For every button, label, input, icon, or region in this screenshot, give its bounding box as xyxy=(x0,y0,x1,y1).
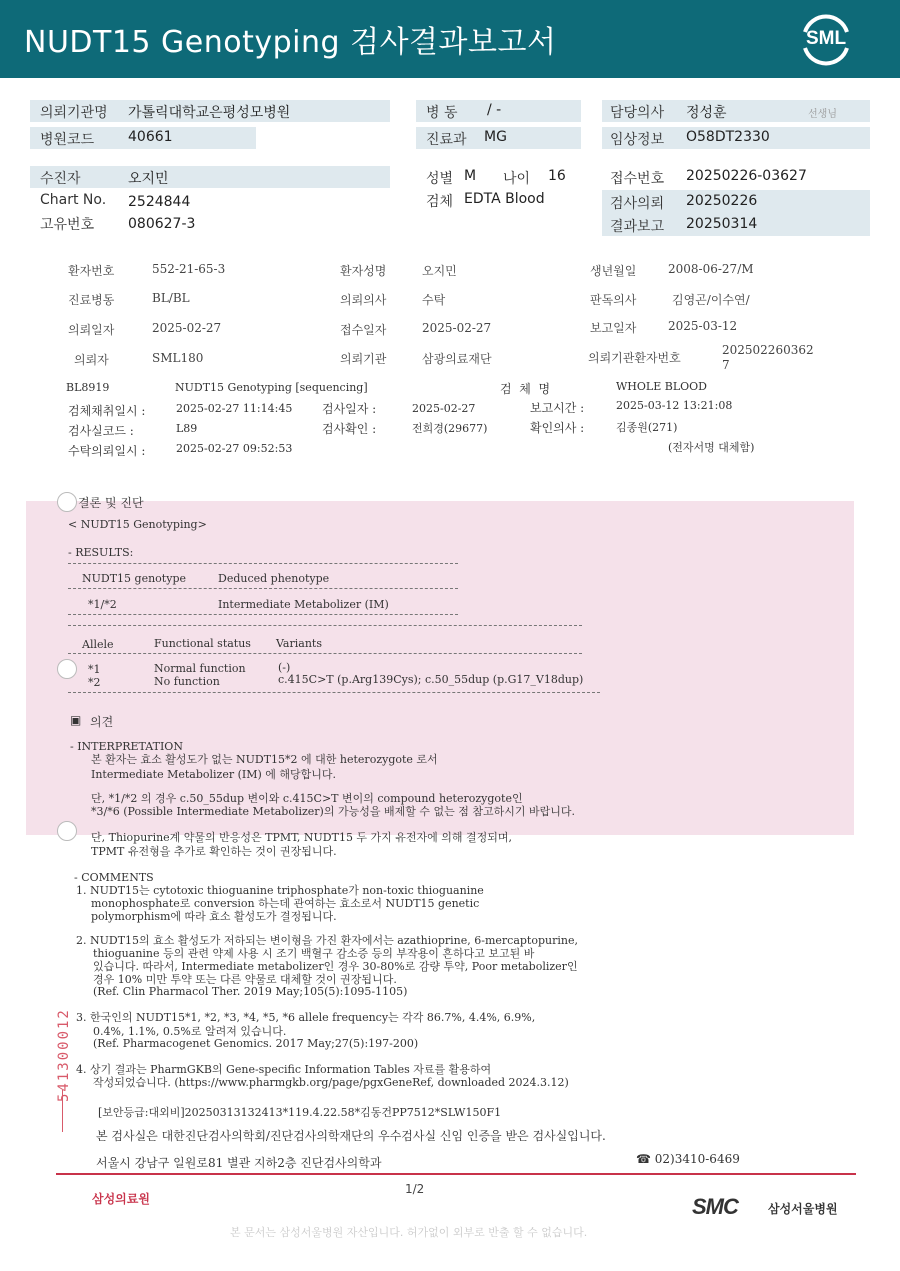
detail-value: 7 xyxy=(722,358,730,372)
allele-variant: (-) xyxy=(278,661,291,674)
section-heading: 의견 xyxy=(90,715,114,729)
test-name: NUDT15 Genotyping [sequencing] xyxy=(175,381,368,394)
comment-line: thioguanine 등의 관련 약제 사용 시 조기 백혈구 감소증 등의 부작용이 흔하다고 보고된 바 xyxy=(93,947,535,960)
th-allele: Allele xyxy=(82,638,114,651)
divider xyxy=(68,588,458,589)
confidential-notice: 본 문서는 삼성서울병원 자산입니다. 허가없이 외부로 반출 할 수 없습니다. xyxy=(230,1226,588,1239)
interpretation-line: Intermediate Metabolizer (IM) 에 해당합니다. xyxy=(91,768,337,781)
detail-value: BL/BL xyxy=(152,291,190,305)
comments-label: - COMMENTS xyxy=(74,871,154,884)
allele-function: Normal function xyxy=(154,662,246,675)
chart-no-value: 2524844 xyxy=(128,194,191,210)
comment-line: 3. 한국인의 NUDT15*1, *2, *3, *4, *5, *6 allele frequency는 각각 86.7%, 4.4%, 6.9%, xyxy=(76,1011,536,1024)
detail-value: SML180 xyxy=(152,351,204,365)
detail-label: 생년월일 xyxy=(590,264,637,278)
test-label: 수탁의뢰일시 : xyxy=(68,444,146,458)
report-date-value: 20250314 xyxy=(686,216,758,232)
test-label: 검체채취일시 : xyxy=(68,404,146,418)
institution-value: 가톨릭대학교은평성모병원 xyxy=(128,105,291,121)
age-label: 나이 xyxy=(503,171,531,187)
interpretation-label: - INTERPRETATION xyxy=(70,740,183,753)
genotype-value: *1/*2 xyxy=(88,598,117,611)
th-variants: Variants xyxy=(276,637,322,650)
doctor-suffix: 선생님 xyxy=(808,109,837,120)
hospital-code-value: 40661 xyxy=(128,129,173,145)
punch-hole xyxy=(57,659,77,679)
smc-logo: SMC xyxy=(692,1194,738,1219)
test-value: 전희경(29677) xyxy=(412,422,488,435)
footer-divider xyxy=(56,1173,856,1175)
certification-note: 본 검사실은 대한진단검사의학회/진단검사의학재단의 우수검사실 신임 인증을 받은 검사실입니다. xyxy=(96,1129,606,1143)
header-banner xyxy=(0,0,900,78)
detail-label: 환자번호 xyxy=(68,264,115,278)
comment-line: (Ref. Pharmacogenet Genomics. 2017 May;27(5):197-200) xyxy=(93,1037,419,1050)
comment-line: 있습니다. 따라서, Intermediate metabolizer인 경우 30-80%로 감량 투약, Poor metabolizer인 xyxy=(93,960,578,973)
divider xyxy=(68,653,582,654)
hospital-code-label: 병원코드 xyxy=(40,132,95,148)
interpretation-line: *3/*6 (Possible Intermediate Metabolizer)의 가능성을 배제할 수 없는 점 참고하시기 바랍니다. xyxy=(91,805,575,818)
comment-line: 2. NUDT15의 효소 활성도가 저하되는 변이형을 가진 환자에서는 azathioprine, 6-mercaptopurine, xyxy=(76,934,578,947)
phenotype-value: Intermediate Metabolizer (IM) xyxy=(218,598,389,611)
lab-phone: ☎ 02)3410-6469 xyxy=(636,1152,740,1166)
patient-label: 수진자 xyxy=(40,171,81,187)
request-date-value: 20250226 xyxy=(686,193,758,209)
detail-label: 판독의사 xyxy=(590,293,637,307)
specimen-value: EDTA Blood xyxy=(464,191,545,207)
comment-line: polymorphism에 따라 효소 활성도가 결정됩니다. xyxy=(91,910,337,923)
patient-value: 오지민 xyxy=(128,171,169,187)
divider xyxy=(68,563,458,564)
sex-value: M xyxy=(464,168,477,184)
test-label: 확인의사 : xyxy=(530,421,585,435)
allele-variant: c.415C>T (p.Arg139Cys); c.50_55dup (p.G17_V18dup) xyxy=(278,673,584,686)
interpretation-line: 단, Thiopurine계 약물의 반응성은 TPMT, NUDT15 두 가지 유전자에 의해 결정되며, xyxy=(91,831,513,844)
report-title: NUDT15 Genotyping 검사결과보고서 xyxy=(24,25,557,60)
detail-label: 의뢰자 xyxy=(74,353,109,367)
allele-name: *2 xyxy=(88,676,101,689)
esign-note: (전자서명 대체함) xyxy=(668,441,755,454)
test-value: 2025-02-27 09:52:53 xyxy=(176,442,293,455)
detail-value: 김영곤/이수연/ xyxy=(672,293,750,307)
doctor-value: 정성훈 xyxy=(686,105,727,121)
detail-label: 의뢰기관 xyxy=(340,352,387,366)
divider xyxy=(68,625,582,626)
receipt-no-label: 접수번호 xyxy=(610,171,665,187)
test-value: 2025-02-27 xyxy=(412,402,476,415)
report-highlight xyxy=(26,501,854,835)
test-value: 2025-03-12 13:21:08 xyxy=(616,399,733,412)
department-label: 진료과 xyxy=(426,132,467,148)
sml-logo-text: SML xyxy=(805,28,847,49)
detail-label: 의뢰기관환자번호 xyxy=(588,351,681,365)
comment-line: (Ref. Clin Pharmacol Ther. 2019 May;105(5):1095-1105) xyxy=(93,985,408,998)
sex-label: 성별 xyxy=(426,171,454,187)
comment-line: 4. 상기 결과는 PharmGKB의 Gene-specific Information Tables 자료를 활용하여 xyxy=(76,1063,492,1076)
detail-label: 보고일자 xyxy=(590,321,637,335)
comment-line: 1. NUDT15는 cytotoxic thioguanine triphosphate가 non-toxic thioguanine xyxy=(76,884,484,897)
th-genotype: NUDT15 genotype xyxy=(82,572,186,585)
comment-line: monophosphate로 conversion 하는데 관여하는 효소로서 NUDT15 genetic xyxy=(91,897,480,910)
test-label: 검사확인 : xyxy=(322,422,377,436)
test-value: 김종원(271) xyxy=(616,421,678,434)
th-phenotype: Deduced phenotype xyxy=(218,572,330,585)
allele-name: *1 xyxy=(88,663,101,676)
divider xyxy=(68,614,458,615)
th-functional-status: Functional status xyxy=(154,637,251,650)
detail-label: 환자성명 xyxy=(340,264,387,278)
unique-no-label: 고유번호 xyxy=(40,217,95,233)
doctor-label: 담당의사 xyxy=(610,105,665,121)
detail-label: 의뢰의사 xyxy=(340,293,387,307)
punch-hole xyxy=(57,821,77,841)
detail-value: 오지민 xyxy=(422,264,457,278)
sml-logo xyxy=(797,12,855,66)
report-test-title: < NUDT15 Genotyping> xyxy=(68,518,207,531)
clinical-info-value: O58DT2330 xyxy=(686,129,770,145)
clinical-info-label: 임상정보 xyxy=(610,132,665,148)
test-label: 검사실코드 : xyxy=(68,424,134,438)
test-value: 2025-02-27 11:14:45 xyxy=(176,402,293,415)
detail-label: 접수일자 xyxy=(340,323,387,337)
detail-value: 삼광의료재단 xyxy=(422,352,492,366)
detail-value: 2025-02-27 xyxy=(422,321,492,335)
org-right-logo: 삼성서울병원 xyxy=(768,1202,838,1216)
department-value: MG xyxy=(484,129,507,145)
results-label: - RESULTS: xyxy=(68,546,134,559)
interpretation-line: 단, *1/*2 의 경우 c.50_55dup 변이와 c.415C>T 변이의 compound heterozygote인 xyxy=(91,792,523,805)
detail-value: 552-21-65-3 xyxy=(152,262,226,276)
test-label: 검사일자 : xyxy=(322,402,377,416)
detail-value: 2025-02-27 xyxy=(152,321,222,335)
side-line xyxy=(62,1090,63,1132)
ward-value: / - xyxy=(487,102,502,118)
receipt-no-value: 20250226-03627 xyxy=(686,168,807,184)
unique-no-value: 080627-3 xyxy=(128,216,196,232)
age-value: 16 xyxy=(548,168,566,184)
divider xyxy=(68,692,600,693)
detail-value: 2008-06-27/M xyxy=(668,262,754,276)
detail-label: 의뢰일자 xyxy=(68,323,115,337)
detail-value: 202502260362 xyxy=(722,343,814,357)
request-date-label: 검사의뢰 xyxy=(610,196,665,212)
detail-label: 진료병동 xyxy=(68,293,115,307)
punch-hole xyxy=(57,492,77,512)
chart-no-label: Chart No. xyxy=(40,192,107,208)
test-value: L89 xyxy=(176,422,198,435)
security-line: [보안등급:대외비]20250313132413*119.4.22.58*김동건PP7512*SLW150F1 xyxy=(98,1106,502,1119)
detail-value: 수탁 xyxy=(422,293,446,307)
comment-line: 작성되었습니다. (https://www.pharmgkb.org/page/pgxGeneRef, downloaded 2024.3.12) xyxy=(93,1076,569,1089)
comment-line: 경우 10% 미만 투약 또는 다른 약물로 대체할 것이 권장됩니다. xyxy=(93,973,397,986)
test-label: 보고시간 : xyxy=(530,401,585,415)
report-date-label: 결과보고 xyxy=(610,219,665,235)
page-number: 1/2 xyxy=(405,1182,425,1196)
test-code: BL8919 xyxy=(66,381,110,394)
summary-bar xyxy=(30,166,390,188)
detail-value: 2025-03-12 xyxy=(668,319,738,333)
opinion-icon: ▣ xyxy=(70,713,82,727)
section-heading: 결론 및 진단 xyxy=(78,496,144,510)
ward-label: 병 동 xyxy=(426,105,458,121)
comment-line: 0.4%, 1.1%, 0.5%로 알려져 있습니다. xyxy=(93,1025,287,1038)
allele-function: No function xyxy=(154,675,220,688)
interpretation-line: TPMT 유전형을 추가로 확인하는 것이 권장됩니다. xyxy=(91,845,337,858)
lab-address: 서울시 강남구 일원로81 별관 지하2층 진단검사의학과 xyxy=(96,1156,382,1170)
specimen-name-label: 검 체 명 xyxy=(500,382,551,396)
side-serial-number: 541300012 xyxy=(56,1008,72,1102)
specimen-name-value: WHOLE BLOOD xyxy=(616,380,707,393)
org-left-logo: 삼성의료원 xyxy=(92,1192,150,1206)
interpretation-line: 본 환자는 효소 활성도가 없는 NUDT15*2 에 대한 heterozygote 로서 xyxy=(91,753,438,766)
institution-label: 의뢰기관명 xyxy=(40,105,108,121)
specimen-label: 검체 xyxy=(426,194,454,210)
